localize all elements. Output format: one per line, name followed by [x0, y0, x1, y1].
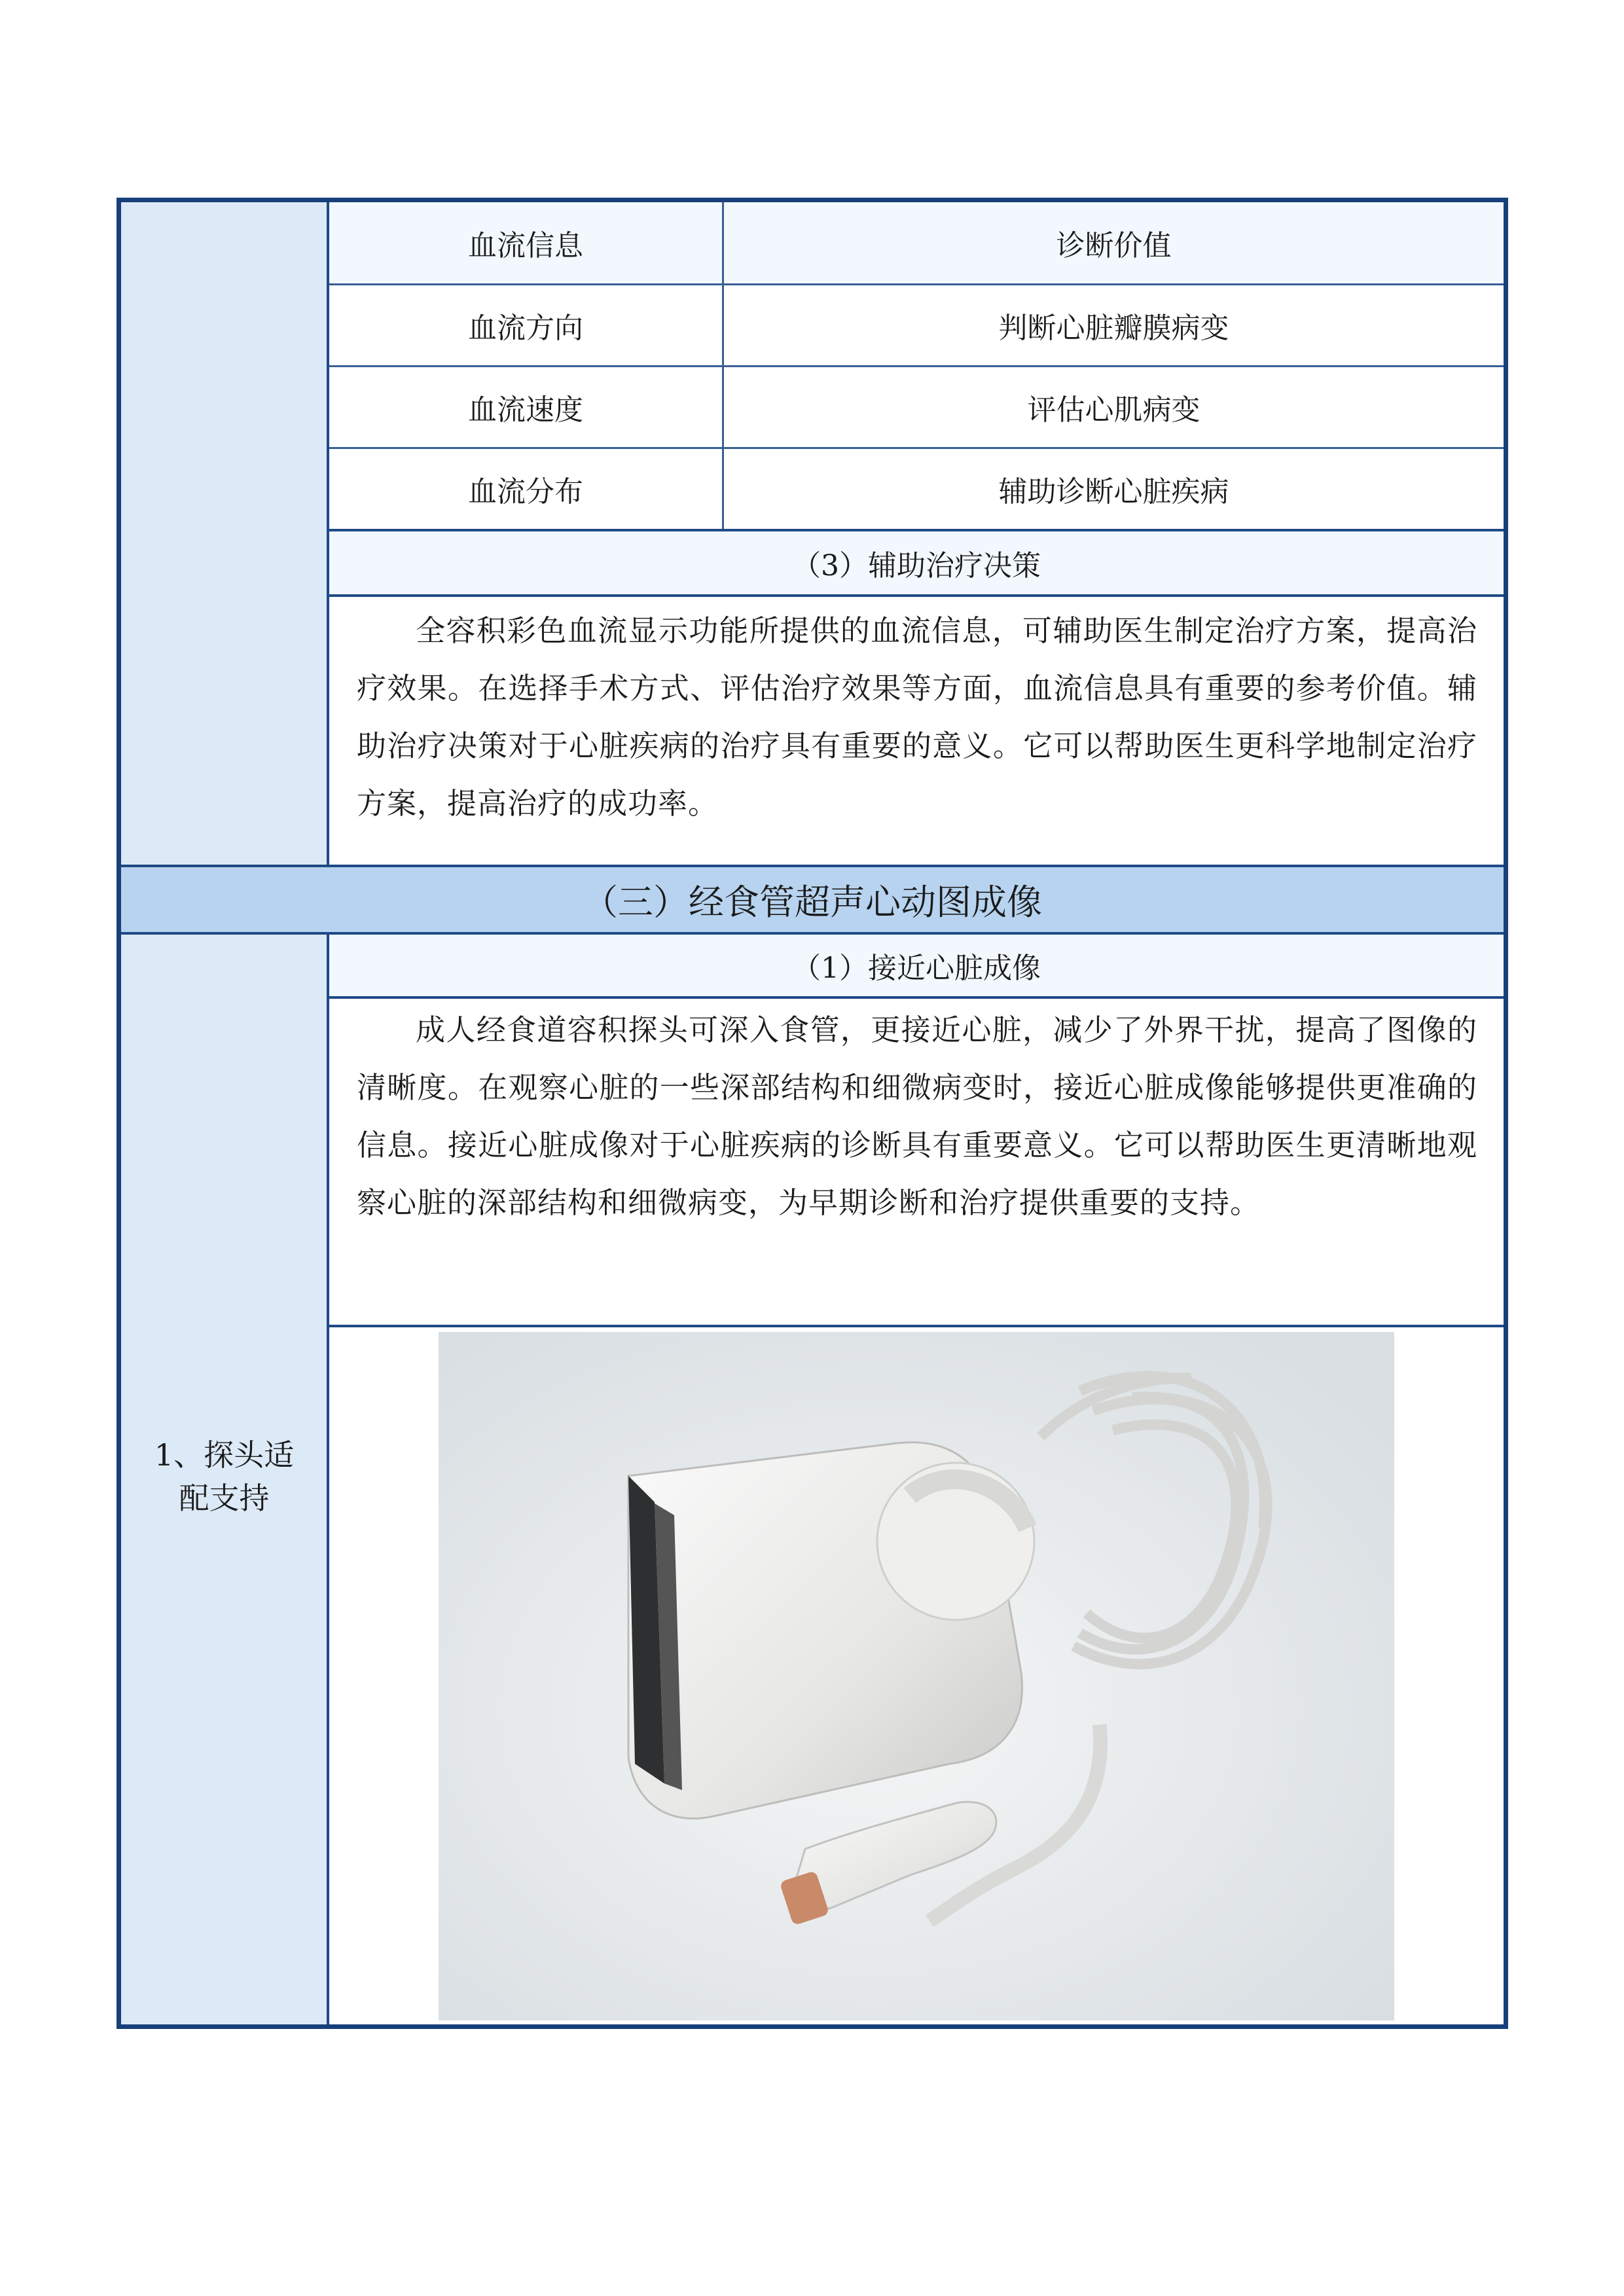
table-row-3-info: 血流分布: [468, 475, 583, 509]
left-label-line-1: 1、探头适: [154, 1437, 295, 1473]
table-column-divider: [722, 202, 724, 529]
subsection-3-paragraph: 全容积彩色血流显示功能所提供的血流信息，可辅助医生制定治疗方案，提高治疗效果。在选择手术方式、评估治疗效果等方面，血流信息具有重要的参考价值。辅助治疗决策对于心脏疾病的治疗具有重要的意义。它可以帮助医生更科学地制定治疗方案，提高治疗的成功率。: [357, 613, 1477, 821]
table-row-2-value: 评估心肌病变: [1027, 393, 1200, 427]
probe-photo: [439, 1332, 1394, 2020]
table-header-info: 血流信息: [329, 202, 722, 283]
section-3-title: （三）经食管超声心动图成像: [121, 867, 1504, 932]
subsection-1-paragraph: 成人经食道容积探头可深入食管，更接近心脏，减少了外界干扰，提高了图像的清晰度。在观察心脏的一些深部结构和细微病变时，接近心脏成像能够提供更准确的信息。接近心脏成像对于心脏疾病的诊断具有重要意义。它可以帮助医生更清晰地观察心脏的深部结构和细微病变，为早期诊断和治疗提供重要的支持。: [357, 1013, 1477, 1220]
subsection-3-title: （3）辅助治疗决策: [329, 531, 1504, 594]
left-column-top: [121, 202, 327, 865]
left-label: [121, 1433, 327, 1520]
ultrasound-probe-image: [439, 1332, 1394, 2020]
table-row-1-info: 血流方向: [468, 312, 583, 345]
subsection-1-title: （1）接近心脏成像: [329, 935, 1504, 996]
table-row-3-value: 辅助诊断心脏疾病: [998, 475, 1229, 509]
table-row-2-info: 血流速度: [468, 393, 583, 427]
table-row-1-value: 判断心脏瓣膜病变: [998, 312, 1229, 345]
table-header-value: 诊断价值: [724, 202, 1504, 283]
left-label-line-2: 配支持: [179, 1480, 270, 1516]
